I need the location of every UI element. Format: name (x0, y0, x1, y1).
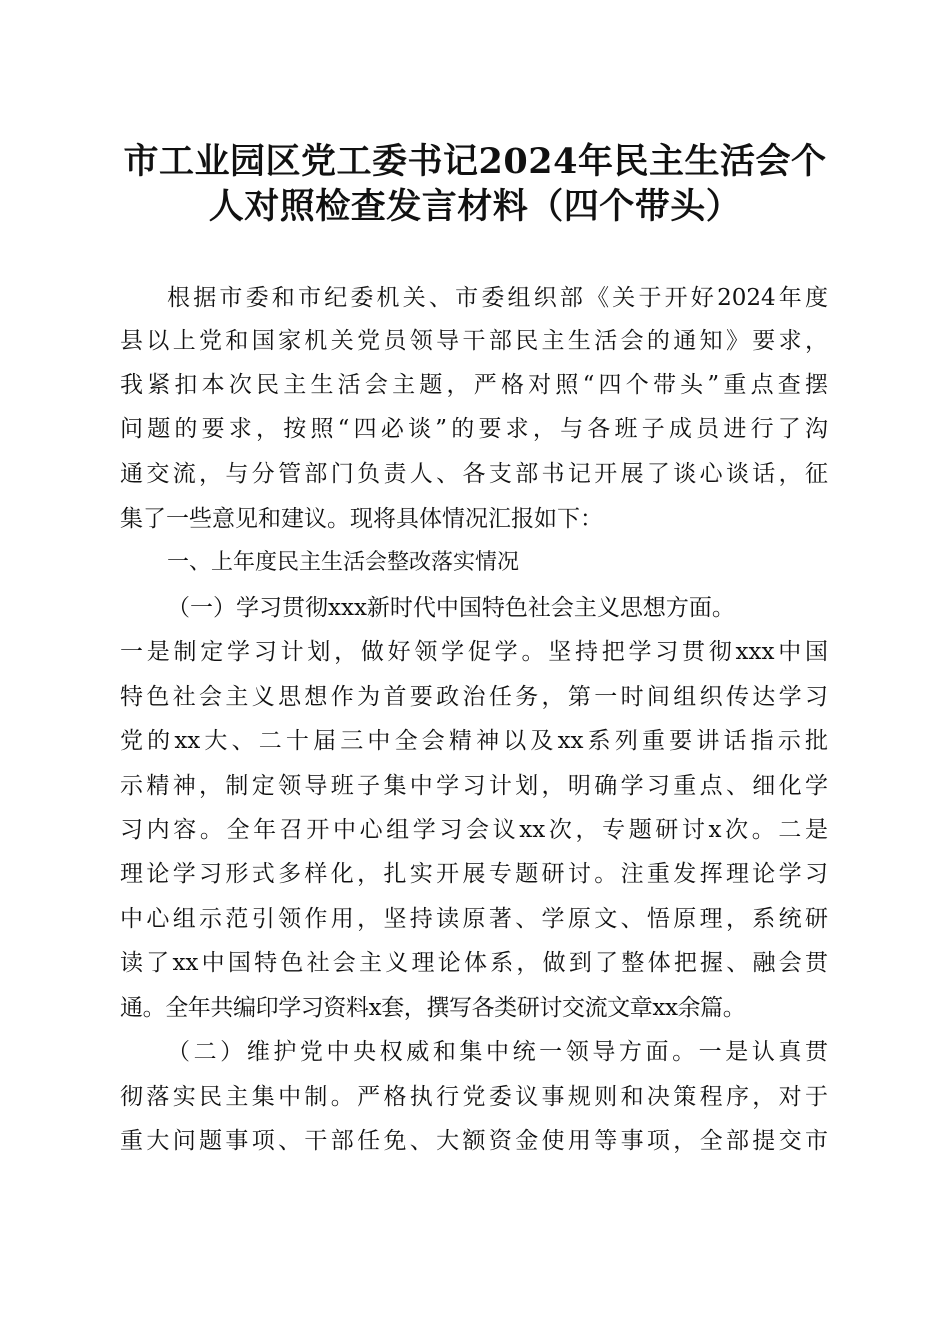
document-title-line-2: 人对照检查发言材料（四个带头） (208, 186, 742, 227)
subsection-heading: （一）学习贯彻xxx新时代中国特色社会主义思想方面。 (167, 595, 735, 621)
paragraph-line: 重大问题事项、干部任免、大额资金使用等事项，全部提交市 (120, 1128, 828, 1154)
paragraph-line: 通。全年共编印学习资料x套，撰写各类研讨交流文章xx余篇。 (120, 995, 746, 1021)
paragraph-line: 理论学习形式多样化，扎实开展专题研讨。注重发挥理论学习 (120, 861, 828, 887)
paragraph-line: 通交流，与分管部门负责人、各支部书记开展了谈心谈话，征 (120, 461, 828, 487)
paragraph-line: 特色社会主义思想作为首要政治任务，第一时间组织传达学习 (120, 684, 828, 710)
paragraph-line: （二）维护党中央权威和集中统一领导方面。一是认真贯 (167, 1039, 828, 1065)
paragraph-line: 彻落实民主集中制。严格执行党委议事规则和决策程序，对于 (120, 1084, 828, 1110)
paragraph-line: 问题的要求，按照“四必谈”的要求，与各班子成员进行了沟 (120, 416, 828, 442)
paragraph-line: 县以上党和国家机关党员领导干部民主生活会的通知》要求， (120, 328, 828, 354)
paragraph-line: 我紧扣本次民主生活会主题，严格对照“四个带头”重点查摆 (120, 372, 828, 398)
paragraph-line: 中心组示范引领作用，坚持读原著、学原文、悟原理，系统研 (120, 906, 828, 932)
document-title-line-1: 市工业园区党工委书记2024年民主生活会个 (123, 141, 827, 182)
paragraph-line: 读了xx中国特色社会主义理论体系，做到了整体把握、融会贯 (120, 950, 828, 976)
paragraph-line: 一是制定学习计划，做好领学促学。坚持把学习贯彻xxx中国 (120, 639, 828, 665)
section-heading: 一、上年度民主生活会整改落实情况 (167, 550, 520, 575)
paragraph-line: 习内容。全年召开中心组学习会议xx次，专题研讨x次。二是 (120, 817, 828, 843)
paragraph-line: 党的xx大、二十届三中全会精神以及xx系列重要讲话指示批 (120, 728, 828, 754)
paragraph-line: 根据市委和市纪委机关、市委组织部《关于开好2024年度 (167, 285, 828, 311)
paragraph-line: 示精神，制定领导班子集中学习计划，明确学习重点、细化学 (120, 773, 828, 799)
paragraph-line: 集了一些意见和建议。现将具体情况汇报如下： (120, 506, 603, 532)
